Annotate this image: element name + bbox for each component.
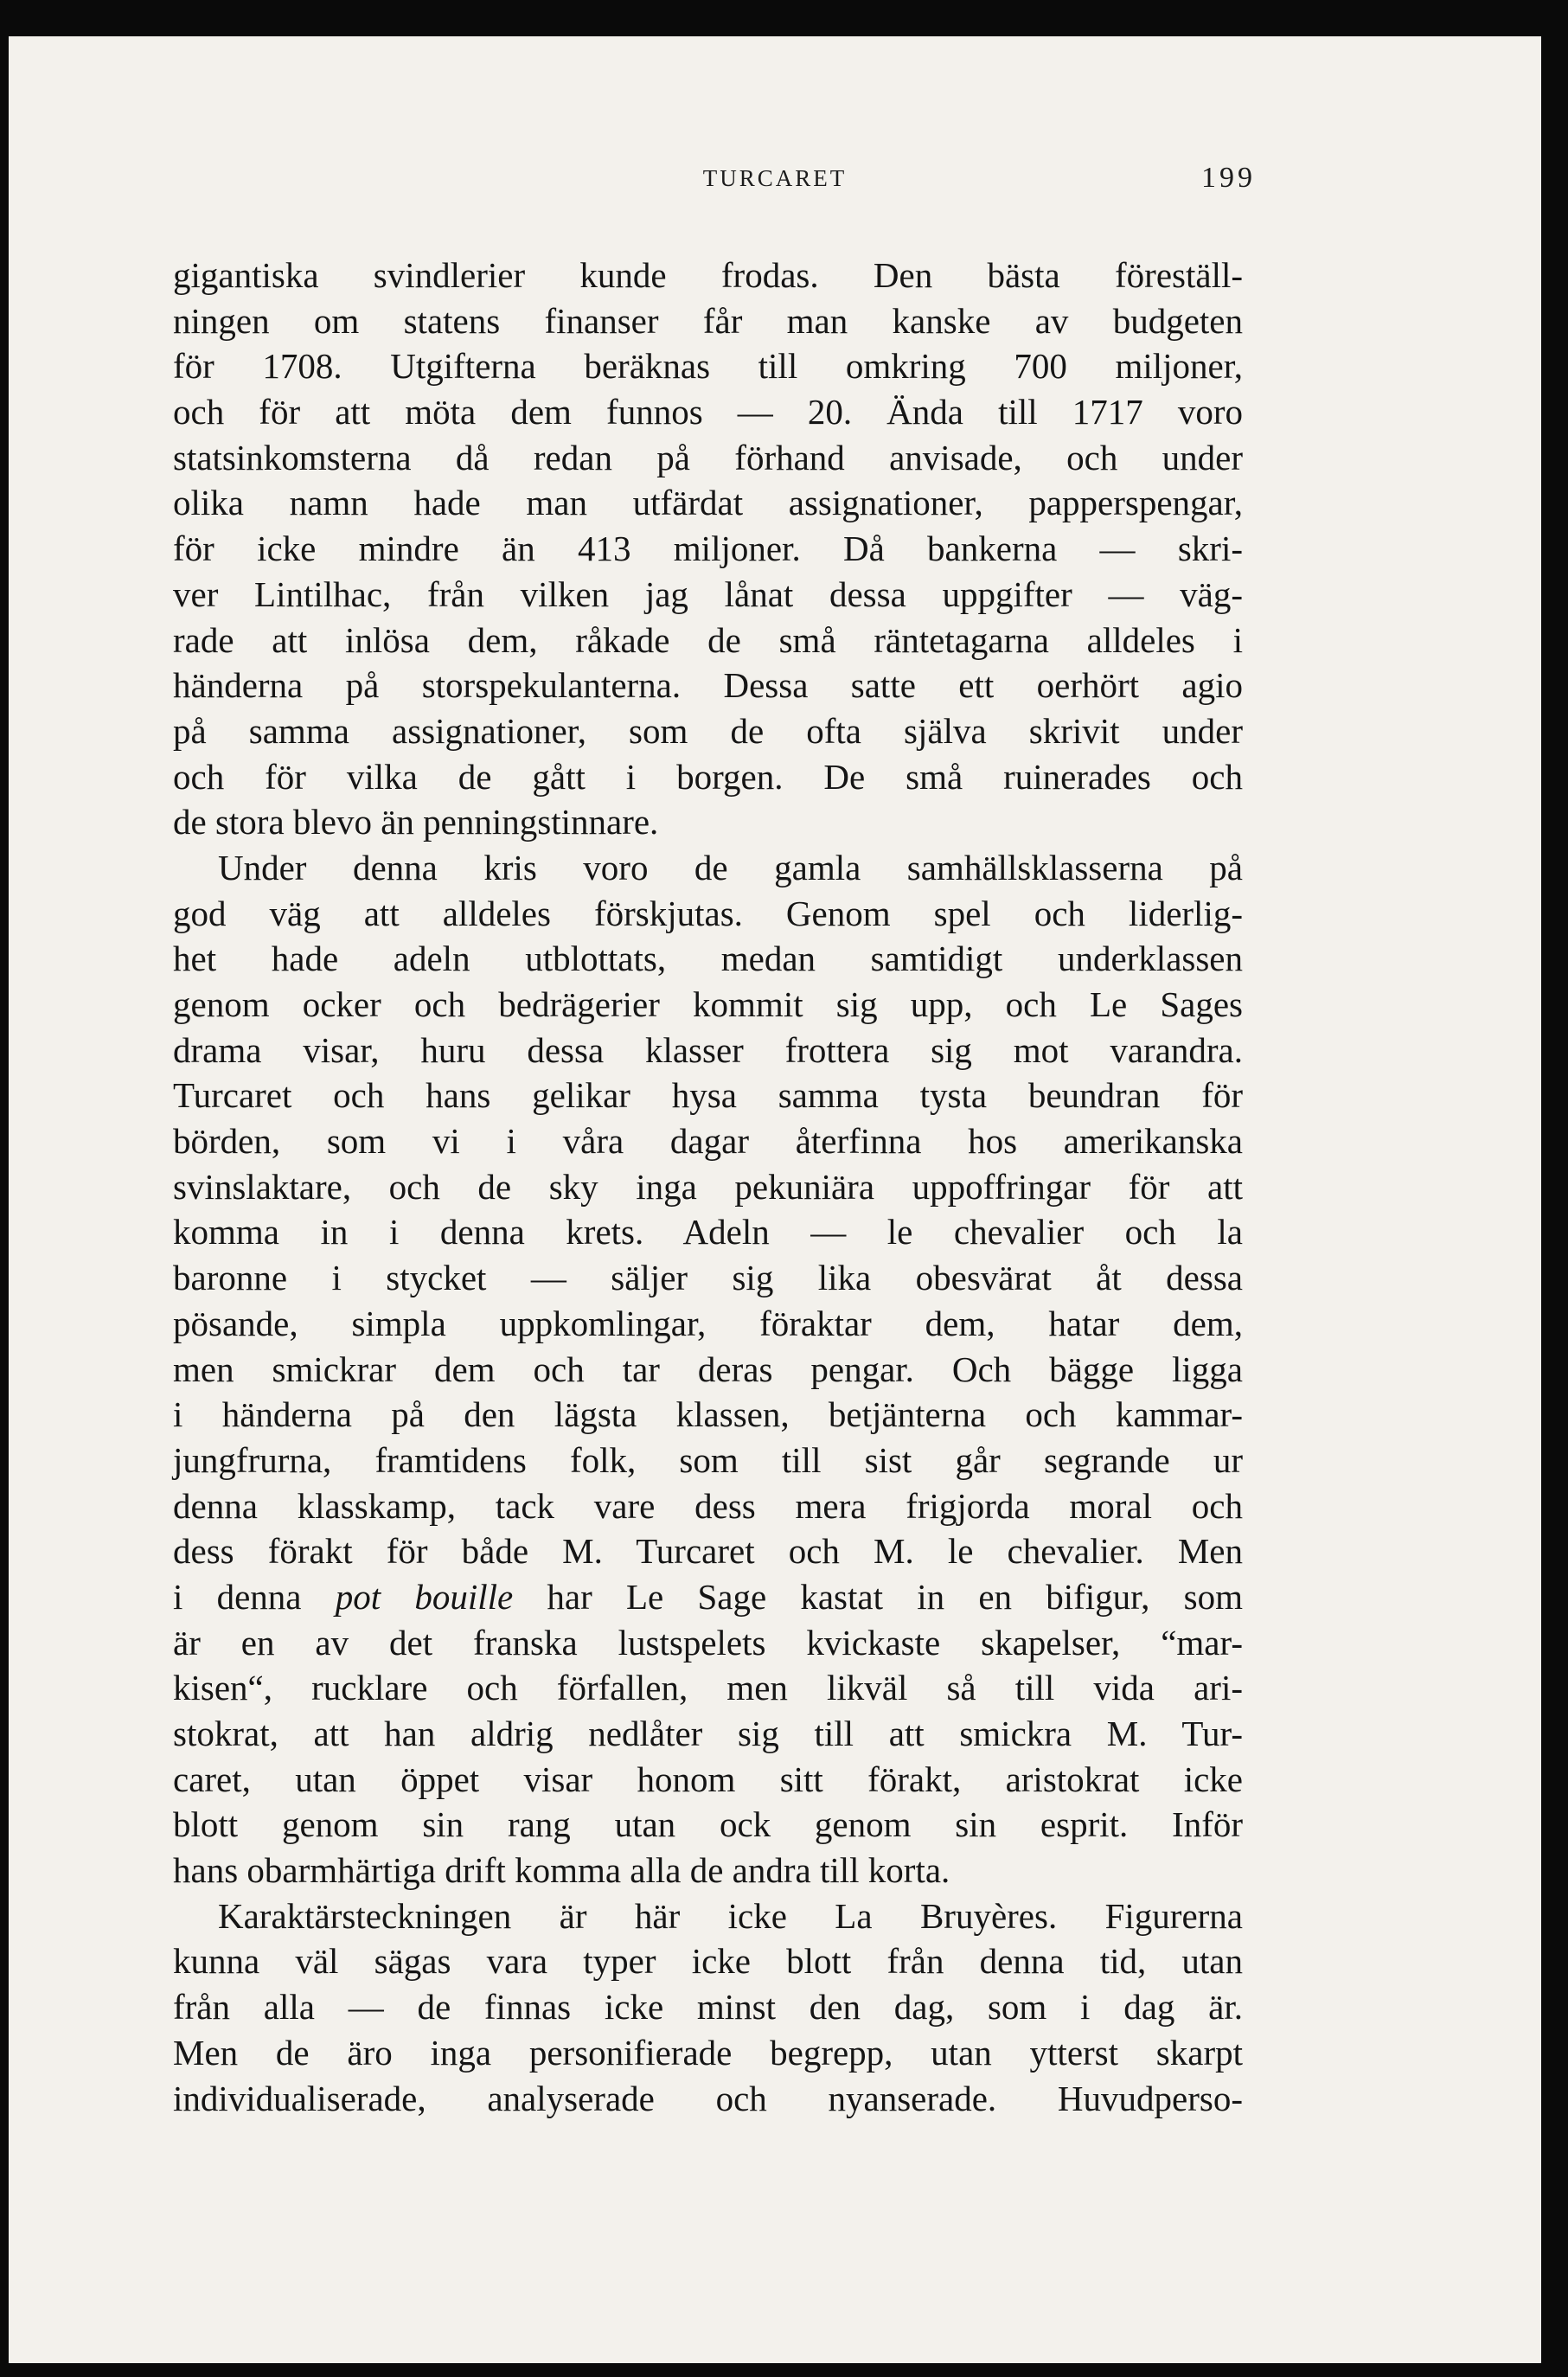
text-line: individualiserade, analyserade och nyanserade. Huvudperso- bbox=[173, 2078, 1243, 2118]
text-line: de stora blevo än penningstinnare. bbox=[173, 802, 659, 843]
text-line: börden, som vi i våra dagar återfinna hos amerikanska bbox=[173, 1121, 1243, 1162]
text-line: i händerna på den lägsta klassen, betjänterna och kammar- bbox=[173, 1394, 1243, 1435]
body-text bbox=[173, 253, 1243, 2121]
text-line: caret, utan öppet visar honom sitt förakt, aristokrat icke bbox=[173, 1759, 1243, 1799]
text-line: genom ocker och bedrägerier kommit sig upp, och Le Sages bbox=[173, 984, 1243, 1024]
text-line: het hade adeln utblottats, medan samtidigt underklassen bbox=[173, 939, 1243, 979]
book-page bbox=[9, 36, 1541, 2363]
paragraph-2 bbox=[173, 845, 1243, 1893]
running-title: TURCARET bbox=[702, 165, 848, 191]
text-line: gigantiska svindlerier kunde frodas. Den bästa föreställ- bbox=[173, 255, 1243, 295]
text-line: Karaktärsteckningen är här icke La Bruyères. Figurerna bbox=[218, 1895, 1243, 1936]
text-line-with-italic bbox=[173, 1574, 1243, 1620]
text-line: Turcaret och hans gelikar hysa samma tysta beundran för bbox=[173, 1075, 1243, 1116]
paragraph-1 bbox=[173, 253, 1243, 845]
text-line: baronne i stycket — säljer sig lika obesvärat åt dessa bbox=[173, 1258, 1243, 1298]
text-line: god väg att alldeles förskjutas. Genom spel och liderlig- bbox=[173, 893, 1243, 933]
paragraph-3 bbox=[173, 1893, 1243, 2121]
text-line: denna klasskamp, tack vare dess mera frigjorda moral och bbox=[173, 1485, 1243, 1526]
text-line: svinslaktare, och de sky inga pekuniära uppoffringar för att bbox=[173, 1166, 1243, 1207]
text-line: dess förakt för både M. Turcaret och M. le chevalier. Men bbox=[173, 1531, 1243, 1572]
text-line: hans obarmhärtiga drift komma alla de andra till korta. bbox=[173, 1850, 950, 1891]
text-line: för 1708. Utgifterna beräknas till omkring 700 miljoner, bbox=[173, 346, 1243, 387]
text-line: är en av det franska lustspelets kvickaste skapelser, “mar- bbox=[173, 1622, 1243, 1663]
text-line: och för att möta dem funnos — 20. Ända till 1717 voro bbox=[173, 392, 1243, 432]
text-line: kisen“, rucklare och förfallen, men likväl så till vida ari- bbox=[173, 1668, 1243, 1708]
text-line: på samma assignationer, som de ofta själva skrivit under bbox=[173, 710, 1243, 751]
text-line: ningen om statens finanser får man kanske av budgeten bbox=[173, 300, 1243, 341]
text-line: Under denna kris voro de gamla samhällsklasserna på bbox=[218, 847, 1243, 887]
text-line: olika namn hade man utfärdat assignationer, papperspengar, bbox=[173, 483, 1243, 523]
italic-phrase: pot bouille bbox=[335, 1576, 514, 1617]
text-line: jungfrurna, framtidens folk, som till sist går segrande ur bbox=[173, 1439, 1243, 1480]
text-line: komma in i denna krets. Adeln — le chevalier och la bbox=[173, 1212, 1243, 1253]
text-line: blott genom sin rang utan ock genom sin esprit. Inför bbox=[173, 1804, 1243, 1845]
text-line: pösande, simpla uppkomlingar, föraktar dem, hatar dem, bbox=[173, 1303, 1243, 1343]
text-line: men smickrar dem och tar deras pengar. Och bägge ligga bbox=[173, 1349, 1243, 1389]
text-line: Men de äro inga personifierade begrepp, utan ytterst skarpt bbox=[173, 2032, 1243, 2073]
text-line: drama visar, huru dessa klasser frottera sig mot varandra. bbox=[173, 1029, 1243, 1070]
text-line: händerna på storspekulanterna. Dessa satte ett oerhört agio bbox=[173, 665, 1243, 706]
text-line: statsinkomsterna då redan på förhand anvisade, och under bbox=[173, 437, 1243, 477]
text-line: och för vilka de gått i borgen. De små ruinerades och bbox=[173, 756, 1243, 797]
line-fragment: har Le Sage kastat in en bifigur, som bbox=[513, 1576, 1243, 1617]
line-fragment: i denna bbox=[173, 1576, 336, 1617]
text-line: för icke mindre än 413 miljoner. Då bankerna — skri- bbox=[173, 529, 1243, 569]
running-head bbox=[9, 162, 1541, 196]
text-line: ver Lintilhac, från vilken jag lånat dessa uppgifter — väg- bbox=[173, 573, 1243, 614]
text-line: från alla — de finnas icke minst den dag, som i dag är. bbox=[173, 1987, 1243, 2028]
text-line: stokrat, att han aldrig nedlåter sig till att smickra M. Tur- bbox=[173, 1714, 1243, 1753]
page-number: 199 bbox=[1201, 162, 1256, 194]
text-line: kunna väl sägas vara typer icke blott från denna tid, utan bbox=[173, 1941, 1243, 1982]
text-line: rade att inlösa dem, råkade de små räntetagarna alldeles i bbox=[173, 619, 1243, 660]
